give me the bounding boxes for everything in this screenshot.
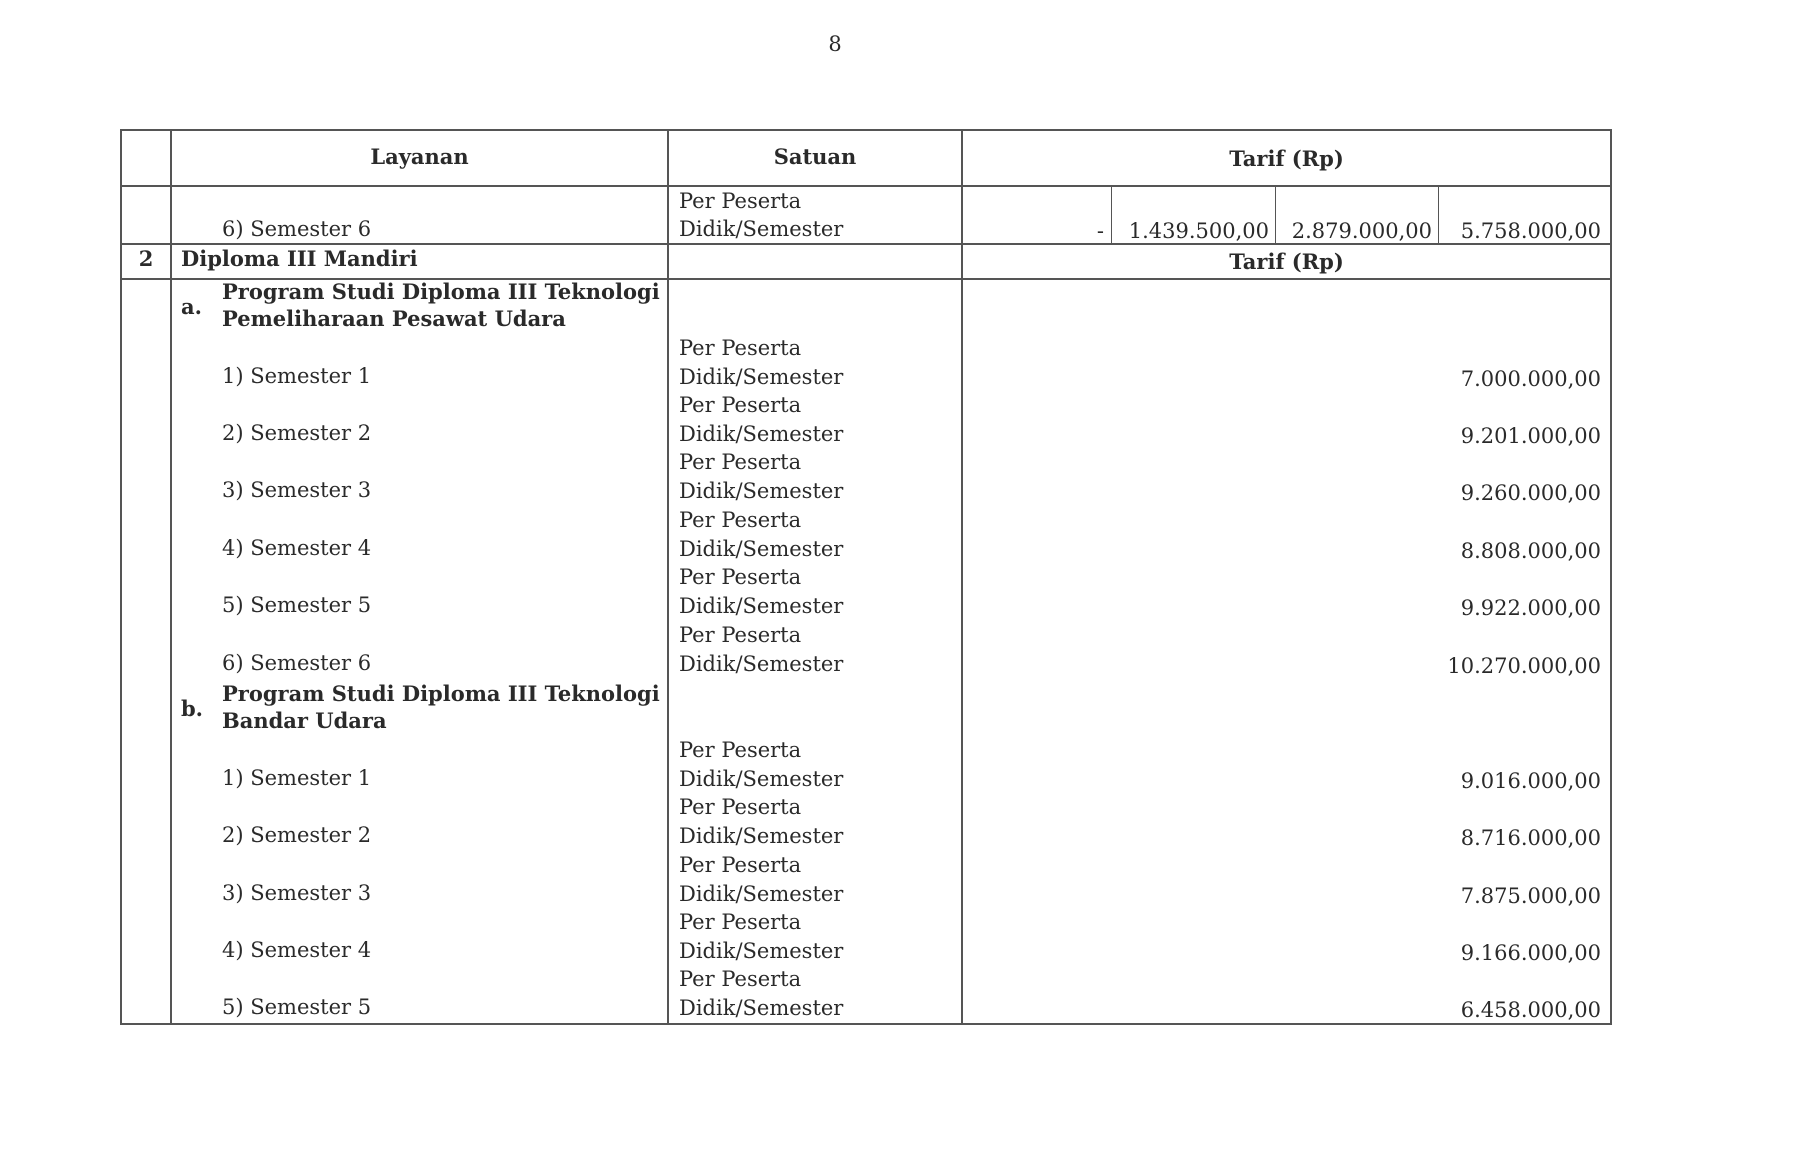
continued-row-tarif-4: 5.758.000,00 — [1460, 219, 1601, 243]
row-label: 4) Semester 4 — [222, 938, 372, 962]
page-number: 8 — [828, 32, 842, 56]
header-satuan: Satuan — [773, 144, 857, 169]
row-label: 3) Semester 3 — [222, 478, 372, 502]
section-title: Diploma III Mandiri — [181, 246, 418, 271]
continued-row-satuan-1: Per Peserta — [679, 189, 802, 213]
row-satuan-1: Per Peserta — [679, 623, 802, 647]
row-label: 2) Semester 2 — [222, 823, 372, 847]
row-label: 2) Semester 2 — [222, 421, 372, 445]
row-tarif: 8.716.000,00 — [1460, 826, 1601, 850]
program-b-letter: b. — [181, 696, 203, 721]
section-number: 2 — [138, 246, 154, 271]
row-satuan-1: Per Peserta — [679, 508, 802, 532]
row-satuan-2: Didik/Semester — [679, 537, 844, 561]
row-label: 5) Semester 5 — [222, 995, 372, 1019]
program-a-title-1: Program Studi Diploma III Teknologi — [222, 279, 660, 304]
row-satuan-1: Per Peserta — [679, 910, 802, 934]
row-satuan-2: Didik/Semester — [679, 422, 844, 446]
header-layanan: Layanan — [370, 144, 469, 169]
continued-row-tarif-2: 1.439.500,00 — [1128, 219, 1269, 243]
row-label: 6) Semester 6 — [222, 651, 372, 675]
row-satuan-2: Didik/Semester — [679, 479, 844, 503]
row-satuan-1: Per Peserta — [679, 853, 802, 877]
program-b-title-2: Bandar Udara — [222, 708, 387, 733]
continued-row-tarif-3: 2.879.000,00 — [1291, 219, 1432, 243]
row-satuan-2: Didik/Semester — [679, 824, 844, 848]
col-sep-number — [170, 129, 172, 1025]
table-border-top — [120, 129, 1612, 131]
row-satuan-2: Didik/Semester — [679, 365, 844, 389]
row-satuan-2: Didik/Semester — [679, 594, 844, 618]
program-a-title-2: Pemeliharaan Pesawat Udara — [222, 306, 566, 331]
row-tarif: 9.016.000,00 — [1460, 769, 1601, 793]
row-tarif: 9.166.000,00 — [1460, 941, 1601, 965]
row-satuan-2: Didik/Semester — [679, 767, 844, 791]
continued-row-label: 6) Semester 6 — [222, 217, 372, 241]
row-label: 3) Semester 3 — [222, 881, 372, 905]
row-satuan-1: Per Peserta — [679, 967, 802, 991]
row-label: 5) Semester 5 — [222, 593, 372, 617]
row-tarif: 10.270.000,00 — [1447, 654, 1601, 678]
row-satuan-1: Per Peserta — [679, 393, 802, 417]
row-tarif: 6.458.000,00 — [1460, 998, 1601, 1022]
row-tarif: 9.922.000,00 — [1460, 596, 1601, 620]
row-label: 4) Semester 4 — [222, 536, 372, 560]
row-tarif: 8.808.000,00 — [1460, 539, 1601, 563]
row-satuan-1: Per Peserta — [679, 450, 802, 474]
header-tarif: Tarif (Rp) — [1229, 146, 1344, 171]
row-tarif: 7.875.000,00 — [1460, 884, 1601, 908]
row-satuan-2: Didik/Semester — [679, 652, 844, 676]
row-satuan-2: Didik/Semester — [679, 996, 844, 1020]
col-sep-layanan — [667, 129, 669, 1025]
row-sep-header — [120, 185, 1612, 187]
table-border-right — [1610, 129, 1612, 1025]
continued-row-satuan-2: Didik/Semester — [679, 217, 844, 241]
row-tarif: 9.260.000,00 — [1460, 481, 1601, 505]
row-tarif: 9.201.000,00 — [1460, 424, 1601, 448]
row-satuan-2: Didik/Semester — [679, 882, 844, 906]
row-satuan-1: Per Peserta — [679, 336, 802, 360]
row-satuan-1: Per Peserta — [679, 565, 802, 589]
section-tarif-header: Tarif (Rp) — [1229, 249, 1344, 274]
row-satuan-1: Per Peserta — [679, 795, 802, 819]
row-label: 1) Semester 1 — [222, 766, 372, 790]
program-a-letter: a. — [181, 294, 202, 319]
row-satuan-1: Per Peserta — [679, 738, 802, 762]
row-tarif: 7.000.000,00 — [1460, 367, 1601, 391]
row-label: 1) Semester 1 — [222, 364, 372, 388]
continued-row-tarif-1: - — [1096, 219, 1104, 243]
program-b-title-1: Program Studi Diploma III Teknologi — [222, 681, 660, 706]
row-satuan-2: Didik/Semester — [679, 939, 844, 963]
